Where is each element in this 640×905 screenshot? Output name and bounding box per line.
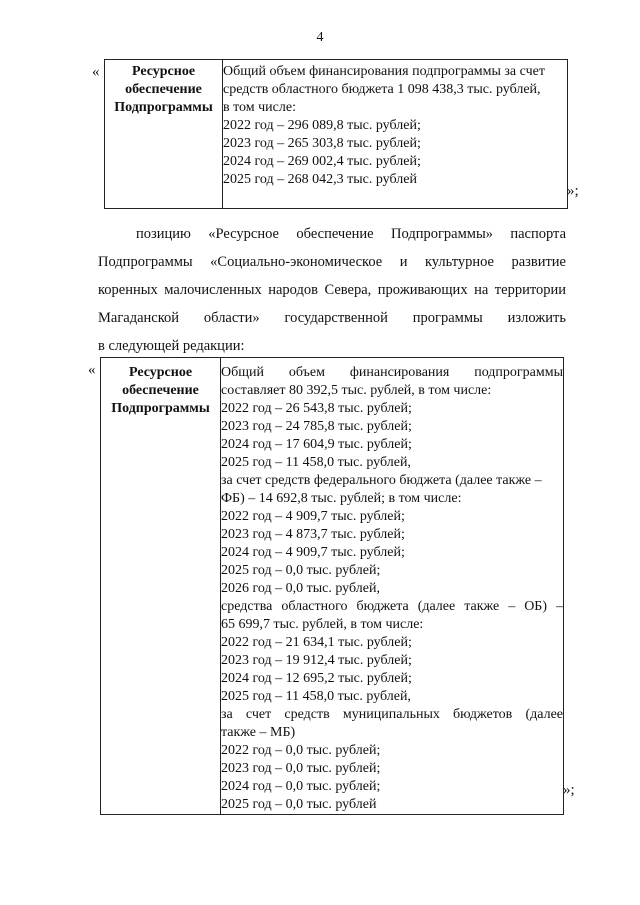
resource-content-new: [221, 358, 564, 815]
content-line: ФБ) – 14 692,8 тыс. рублей; в том числе:: [221, 491, 462, 506]
paragraph-line: Подпрограммы «Социально-экономическое и культурное развитие: [98, 254, 566, 270]
content-line: 2025 год – 11 458,0 тыс. рублей,: [221, 689, 411, 704]
content-line: 2026 год – 0,0 тыс. рублей,: [221, 581, 380, 596]
content-line: 2022 год – 296 089,8 тыс. рублей;: [223, 118, 421, 133]
content-line: 2022 год – 26 543,8 тыс. рублей;: [221, 401, 412, 416]
label-line: Ресурсное: [131, 64, 196, 79]
resource-label-old: [105, 60, 223, 209]
label-line: обеспечение: [125, 82, 202, 97]
instruction-paragraph: [98, 220, 566, 360]
paragraph-line: Магаданской области» государственной программы изложить: [98, 310, 566, 326]
resource-table-old: [104, 59, 568, 209]
content-line: 2024 год – 17 604,9 тыс. рублей;: [221, 437, 412, 452]
page-number: 4: [316, 30, 324, 45]
content-line: 2023 год – 24 785,8 тыс. рублей;: [221, 419, 412, 434]
content-line: 2025 год – 268 042,3 тыс. рублей: [223, 172, 417, 187]
content-line: за счет средств муниципальных бюджетов (далее: [221, 707, 563, 722]
resource-table-new: [100, 357, 564, 815]
closing-quote-1: »;: [567, 183, 579, 199]
content-line: в том числе:: [223, 100, 296, 115]
content-line: Общий объем финансирования подпрограммы за счет: [223, 64, 545, 79]
content-line: 2024 год – 12 695,2 тыс. рублей;: [221, 671, 412, 686]
resource-label-new: [101, 358, 221, 815]
label-line: Подпрограммы: [114, 100, 213, 115]
paragraph-line: позицию «Ресурсное обеспечение Подпрограммы» паспорта: [136, 226, 566, 242]
label-line: Подпрограммы: [111, 401, 210, 416]
content-line: 2023 год – 4 873,7 тыс. рублей;: [221, 527, 405, 542]
content-line: 2022 год – 21 634,1 тыс. рублей;: [221, 635, 412, 650]
label-line: Ресурсное: [128, 365, 193, 380]
content-line: 2024 год – 4 909,7 тыс. рублей;: [221, 545, 405, 560]
content-line: 2024 год – 0,0 тыс. рублей;: [221, 779, 381, 794]
content-line: 65 699,7 тыс. рублей, в том числе:: [221, 617, 424, 632]
content-line: средства областного бюджета (далее также – ОБ) –: [221, 599, 563, 614]
content-line: за счет средств федерального бюджета (далее также –: [221, 473, 542, 488]
opening-quote-1: «: [92, 64, 100, 80]
content-line: 2025 год – 0,0 тыс. рублей: [221, 797, 377, 812]
content-line: 2024 год – 269 002,4 тыс. рублей;: [223, 154, 421, 169]
opening-quote-2: «: [88, 362, 96, 378]
content-line: 2022 год – 4 909,7 тыс. рублей;: [221, 509, 405, 524]
content-line: 2025 год – 11 458,0 тыс. рублей,: [221, 455, 411, 470]
content-line: 2023 год – 265 303,8 тыс. рублей;: [223, 136, 421, 151]
content-line: 2022 год – 0,0 тыс. рублей;: [221, 743, 381, 758]
paragraph-line: в следующей редакции:: [98, 338, 245, 354]
content-line: 2025 год – 0,0 тыс. рублей;: [221, 563, 381, 578]
closing-quote-2: »;: [563, 782, 575, 798]
content-line: Общий объем финансирования подпрограммы: [221, 365, 563, 380]
content-line: также – МБ): [221, 725, 296, 740]
paragraph-line: коренных малочисленных народов Севера, проживающих на территории: [98, 282, 566, 298]
resource-content-old: [223, 60, 568, 209]
content-line: средств областного бюджета 1 098 438,3 тыс. рублей,: [223, 82, 541, 97]
content-line: 2023 год – 19 912,4 тыс. рублей;: [221, 653, 412, 668]
label-line: обеспечение: [122, 383, 199, 398]
content-line: 2023 год – 0,0 тыс. рублей;: [221, 761, 381, 776]
content-line: составляет 80 392,5 тыс. рублей, в том числе:: [221, 383, 492, 398]
